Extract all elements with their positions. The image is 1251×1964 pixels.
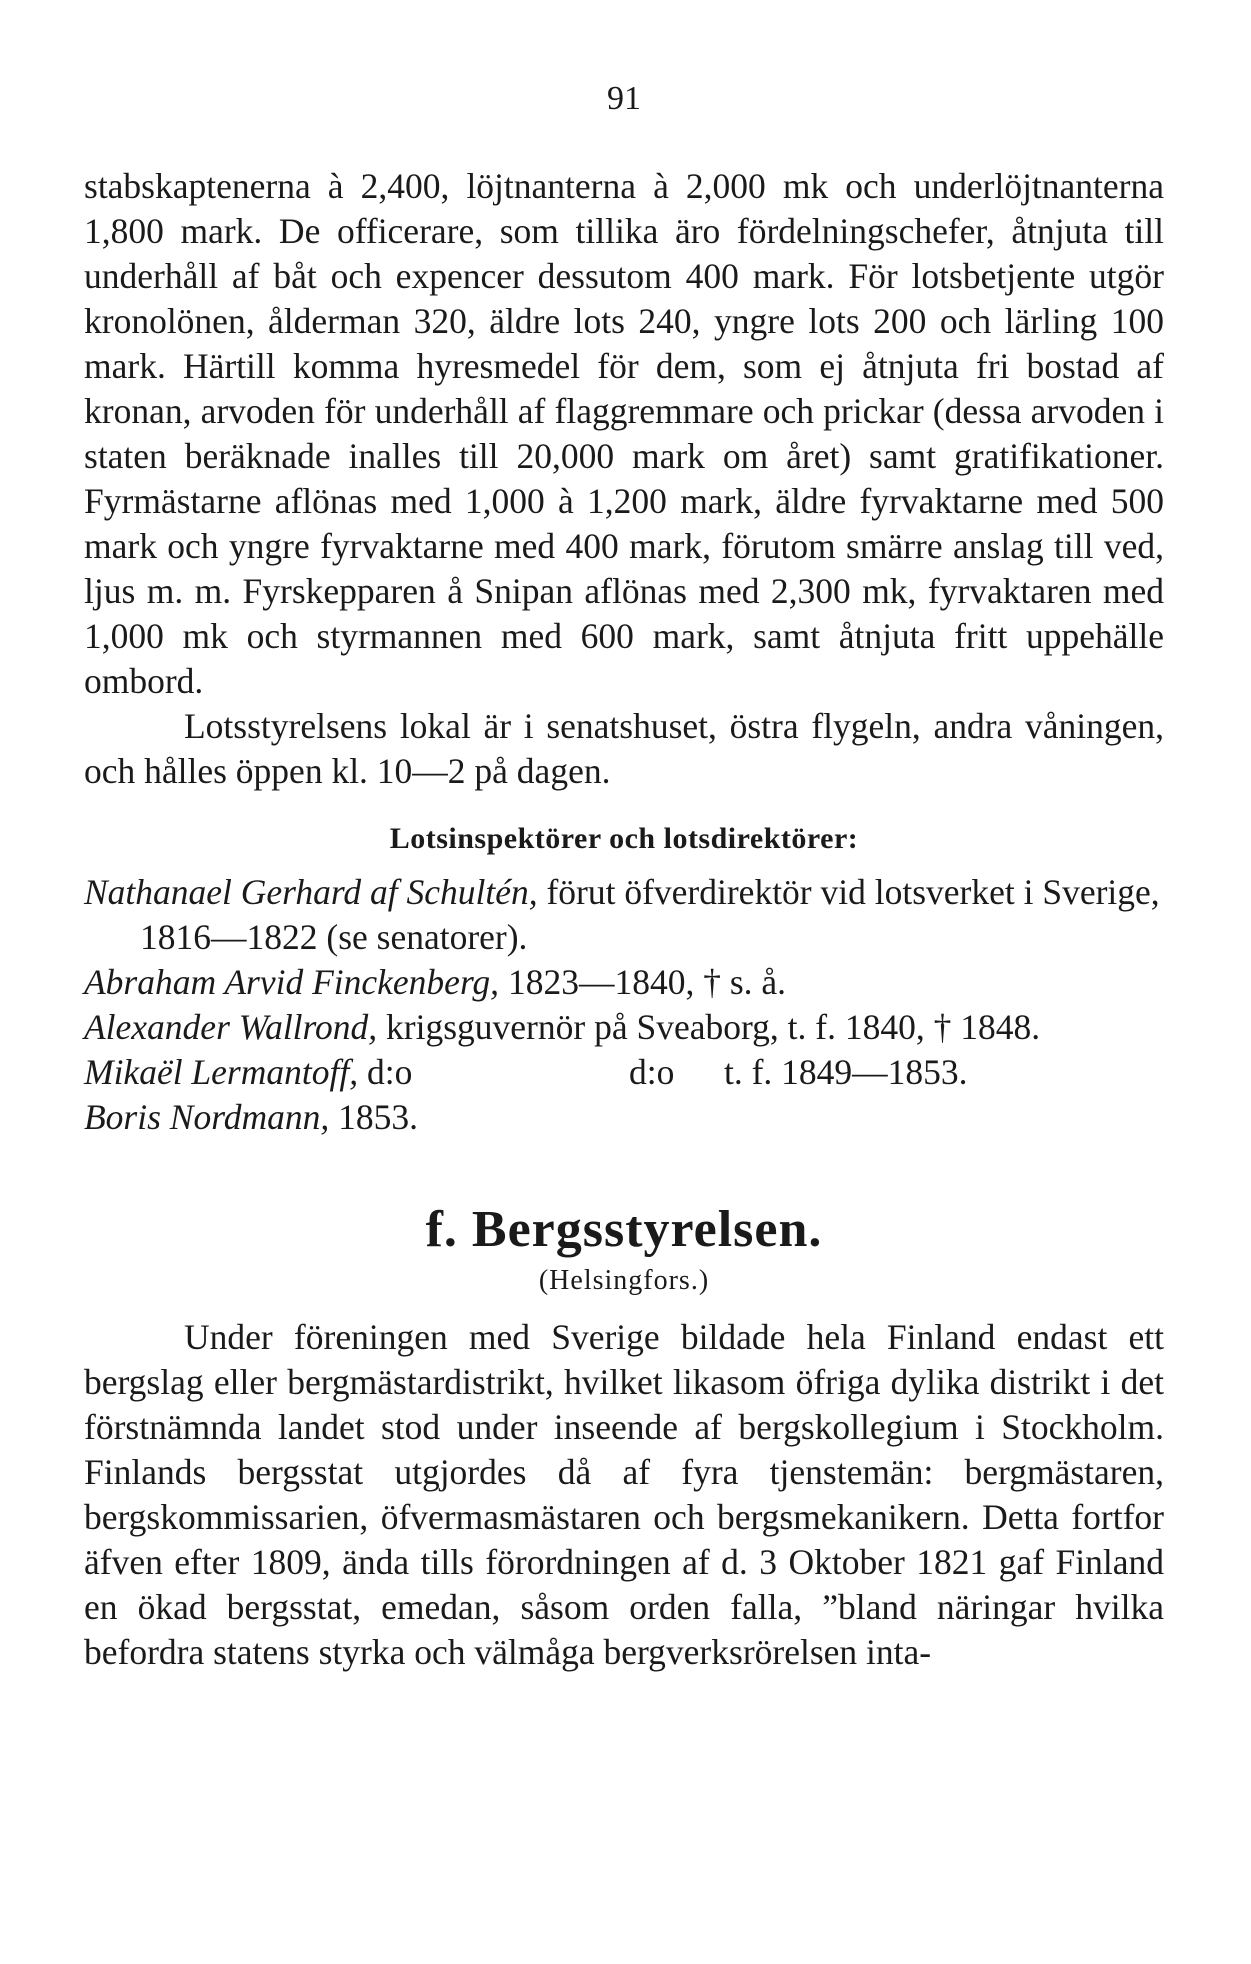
entry-name: Mikaël Lermantoff,: [84, 1052, 359, 1092]
entry-name: Boris Nordmann,: [84, 1097, 330, 1137]
document-page: [84, 80, 1164, 1675]
entry-name: Alexander Wallrond,: [84, 1007, 378, 1047]
entry-text: 1823—1840, † s. å.: [499, 962, 787, 1002]
paragraph-office-location: Lotsstyrelsens lokal är i senatshuset, östra flygeln, andra våningen, och hålles öppen kl. 10—2 på dagen.: [84, 706, 1164, 791]
paragraph-salaries: stabskaptenerna à 2,400, löjtnanterna à 2,000 mk och underlöjtnanterna 1,800 mark. De officerare, som tillika äro fördelningschefer, åtnjuta till underhåll af båt och expencer dessutom 400 mark. För lotsbetjente utgör kronolönen, ålderman 320, äldre lots 240, yngre lots 200 och lärling 100 mark. Härtill komma hyresmedel för dem, som ej åtnjuta fri bostad af kronan, arvoden för underhåll af flaggremmare och prickar (dessa arvoden i staten beräknade inalles till 20,000 mark om året) samt gratifikationer. Fyrmästarne aflönas med 1,000 à 1,200 mark, äldre fyrvaktarne med 500 mark och yngre fyrvaktarne med 400 mark, förutom smärre anslag till ved, ljus m. m. Fyrskepparen å Snipan aflönas med 2,300 mk, fyrvaktaren med 1,000 mk och styrmannen med 600 mark, samt åtnjuta fritt uppehälle ombord.: [84, 166, 1164, 701]
entry-ditto-2: d:o: [629, 1052, 675, 1092]
list-item: [84, 1005, 1164, 1050]
entry-text: förut öfverdirektör vid lotsverket i Sverige, 1816—1822 (se senatorer).: [140, 872, 1160, 957]
entry-name: Nathanael Gerhard af Schultén,: [84, 872, 538, 912]
entry-dates: t. f. 1849—1853.: [724, 1052, 968, 1092]
page-number: 91: [607, 80, 641, 117]
list-item: [84, 960, 1164, 1005]
entry-ditto-1: d:o: [358, 1052, 413, 1092]
entry-name-col: [84, 1050, 629, 1095]
list-item: [84, 1095, 1164, 1140]
paragraph-bergsstyrelsen: Under föreningen med Sverige bildade hela Finland endast ett bergslag eller bergmästardistrikt, hvilket likasom öfriga dylika distrikt i det förstnämnda landet stod under inseende af bergskollegium i Stockholm. Finlands bergsstat utgjordes då af fyra tjenstemän: bergmästaren, bergskommissarien, öfvermasmästaren och bergsmekanikern. Detta fortfor äfven efter 1809, ända tills förordningen af d. 3 Oktober 1821 gaf Finland en ökad bergsstat, emedan, såsom orden falla, ”bland näringar hvilka befordra statens styrka och välmåga bergverksrörelsen inta-: [84, 1317, 1164, 1672]
chapter-subheading: (Helsingfors.): [538, 1265, 710, 1296]
list-item: [84, 870, 1164, 960]
entry-text: krigsguvernör på Sveaborg, t. f. 1840, † 1848.: [377, 1007, 1041, 1047]
list-item: [84, 1050, 1164, 1095]
chapter-heading: f. Bergsstyrelsen.: [425, 1201, 823, 1258]
entry-name: Abraham Arvid Finckenberg,: [84, 962, 500, 1002]
section-heading-inspectors: Lotsinspektörer och lotsdirektörer:: [389, 822, 859, 855]
entry-text: 1853.: [329, 1097, 418, 1137]
